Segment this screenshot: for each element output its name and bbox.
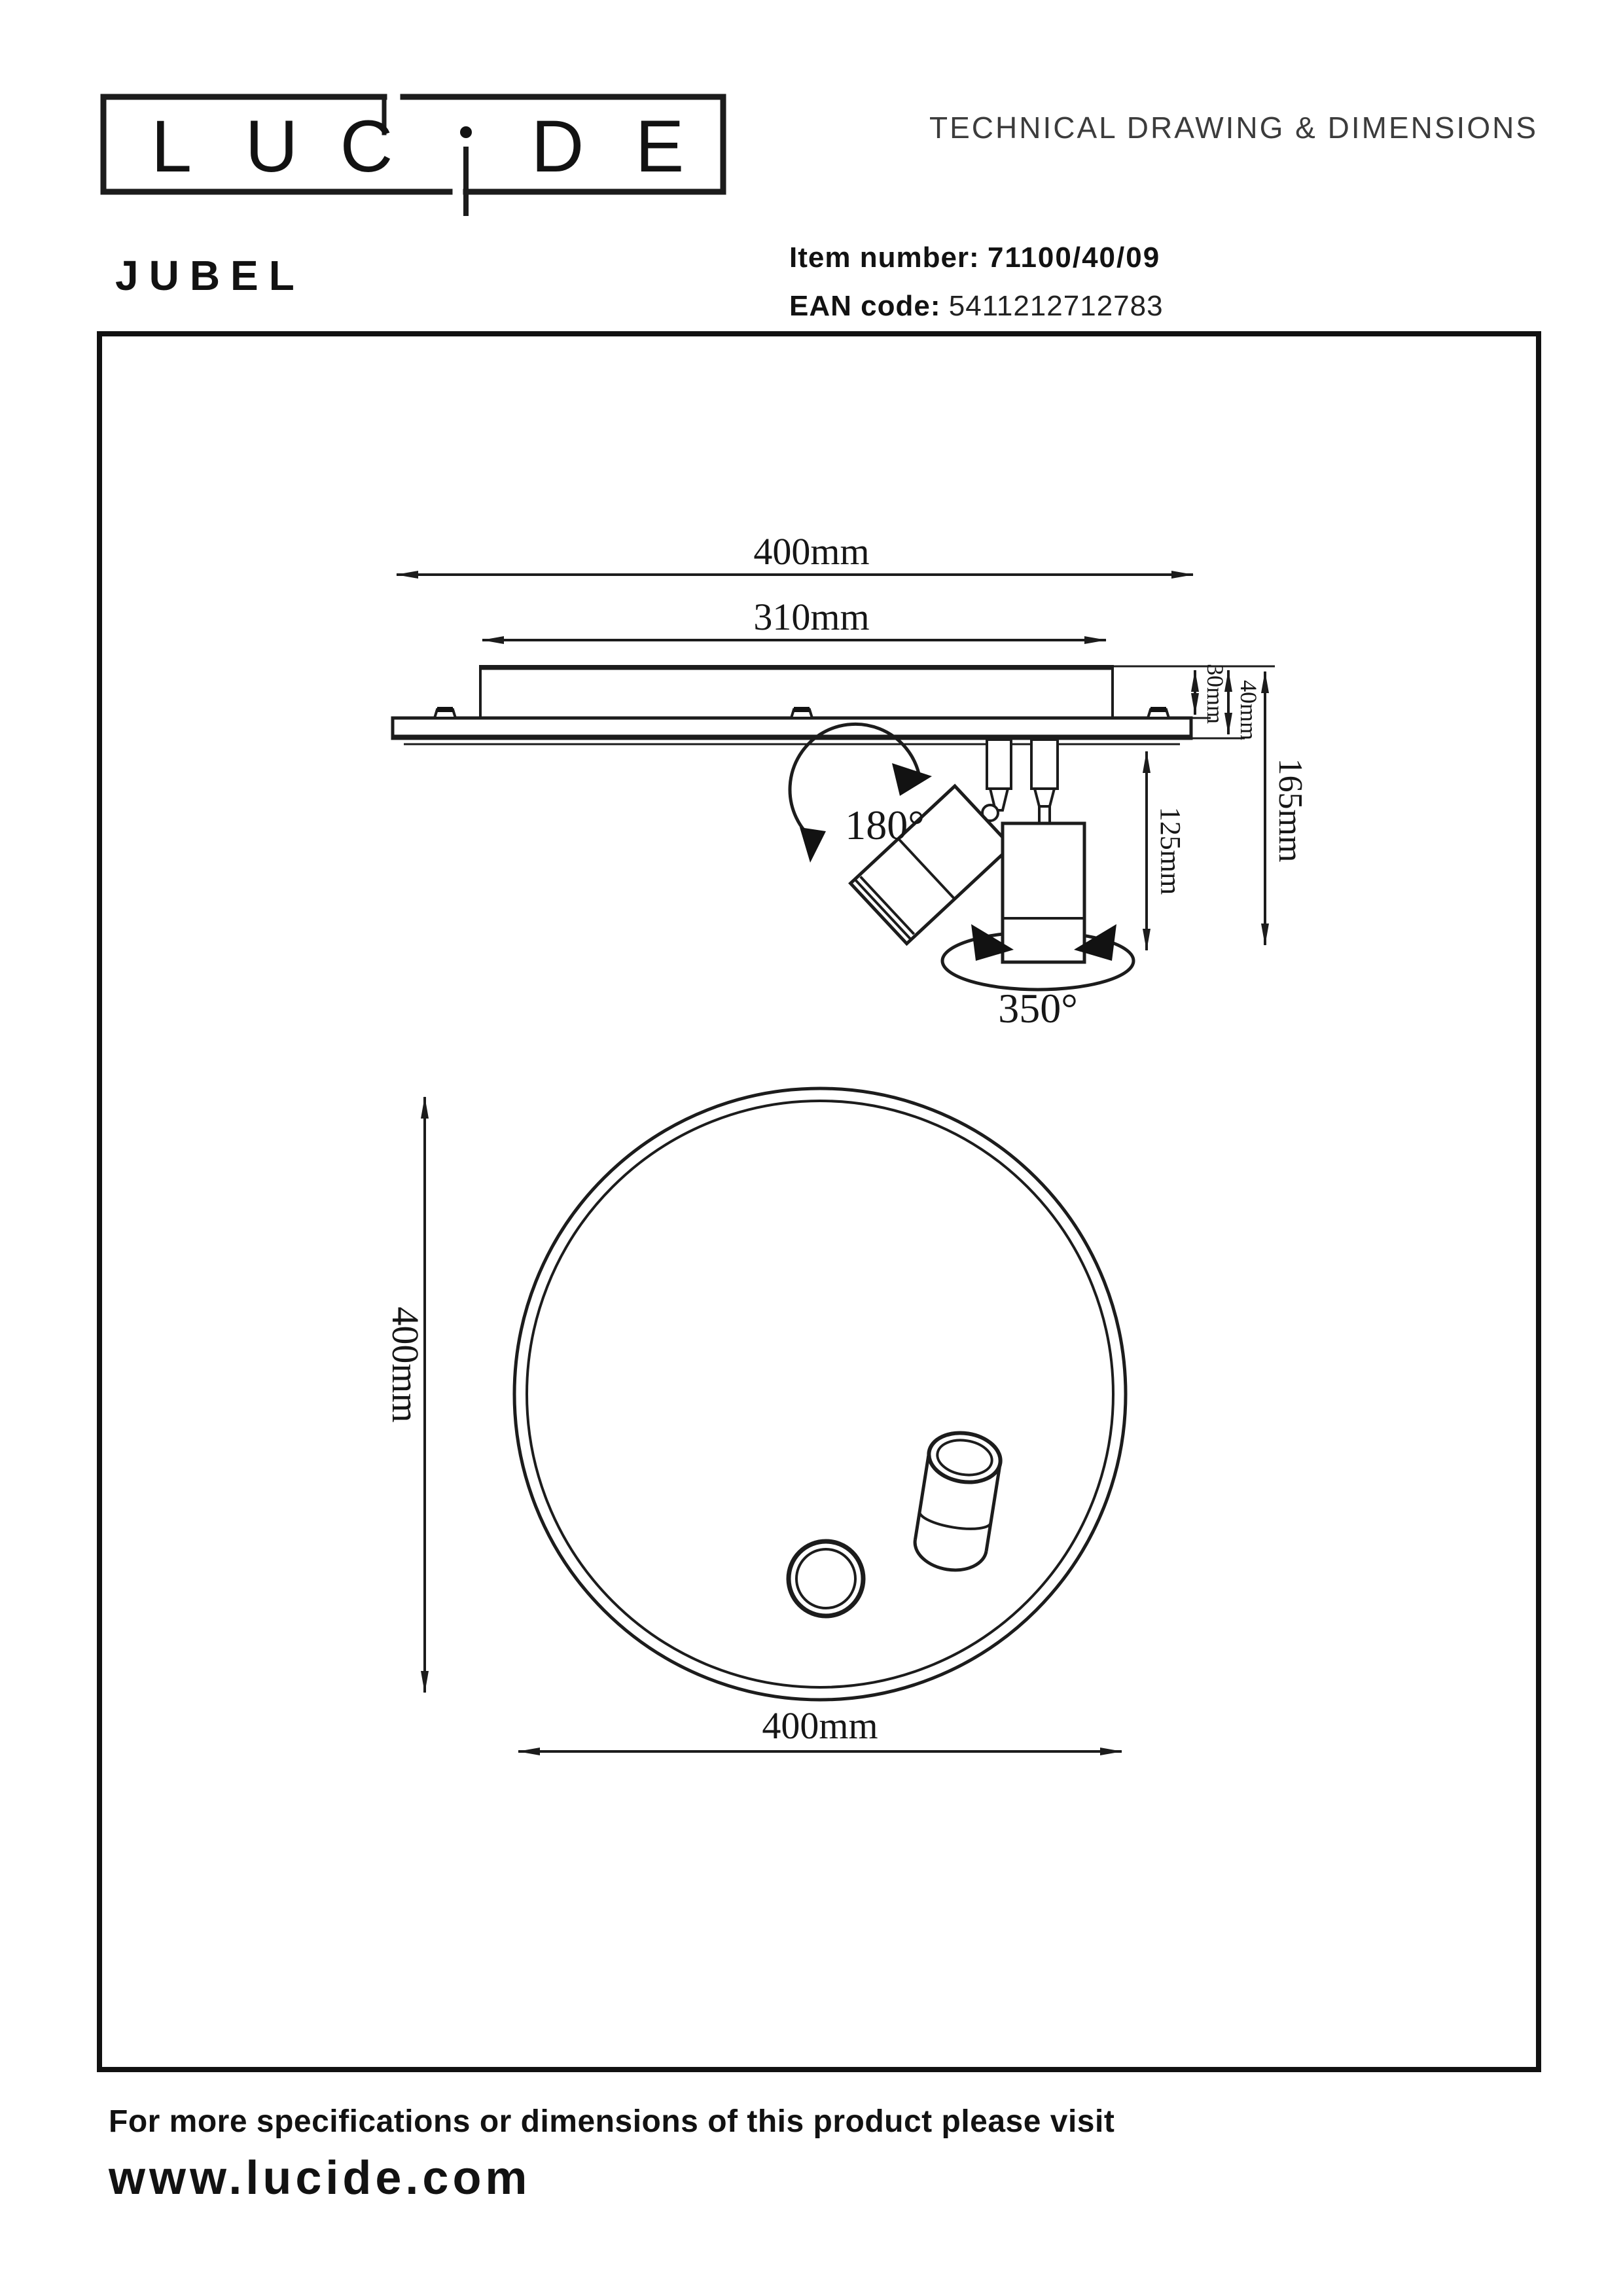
- dim-tilt-angle-label: 180°: [845, 802, 925, 848]
- ean-label: EAN code:: [789, 290, 941, 322]
- footer-note: For more specifications or dimensions of this product please visit: [109, 2104, 1115, 2139]
- screw-left: [435, 707, 455, 718]
- item-number-value: 71100/40/09: [987, 242, 1161, 274]
- ean-value: 5411212712783: [948, 290, 1164, 322]
- side-view: [393, 530, 1309, 1031]
- drawing-frame: [99, 334, 1539, 2070]
- dim-spot-height-label: 125mm: [1154, 806, 1186, 895]
- screw-center: [791, 707, 812, 718]
- product-name: JUBEL: [115, 252, 305, 299]
- tilt-arc-arrow-top: [892, 763, 932, 796]
- brand-letter-u: U: [245, 105, 298, 187]
- brand-letter-i-dot: [460, 126, 472, 138]
- spot-ring-top-view: [789, 1541, 863, 1616]
- brand-letter-e: E: [635, 105, 685, 187]
- top-view: [384, 1088, 1126, 1751]
- brand-letter-l: L: [151, 105, 192, 187]
- dim-overall-height-label: 165mm: [1272, 758, 1309, 863]
- dim-box-height-label: 30mm: [1202, 663, 1228, 725]
- item-number-label: Item number:: [789, 242, 980, 274]
- page-title: TECHNICAL DRAWING & DIMENSIONS: [929, 111, 1538, 145]
- tilt-arc-arrow-bottom: [800, 827, 826, 863]
- brand-letter-c: C: [340, 105, 393, 187]
- dim-top-width-label: 400mm: [762, 1704, 878, 1747]
- brand-letter-d: D: [531, 105, 584, 187]
- lucide-logo: [103, 97, 723, 213]
- dim-base-height-label: 40mm: [1236, 679, 1262, 741]
- dim-plate-width-label: 310mm: [753, 596, 870, 638]
- dim-rotation-angle-label: 350°: [998, 985, 1078, 1031]
- spot-stem-left: [982, 740, 1011, 821]
- spot-stem-right: [1031, 740, 1058, 823]
- footer-website: www.lucide.com: [109, 2152, 531, 2204]
- screw-right: [1148, 707, 1169, 718]
- spot-head-vertical: [1003, 823, 1084, 962]
- dim-top-height-label: 400mm: [384, 1306, 427, 1423]
- dim-overall-width-label: 400mm: [753, 530, 870, 573]
- spot-cylinder-top-view: [912, 1428, 1004, 1575]
